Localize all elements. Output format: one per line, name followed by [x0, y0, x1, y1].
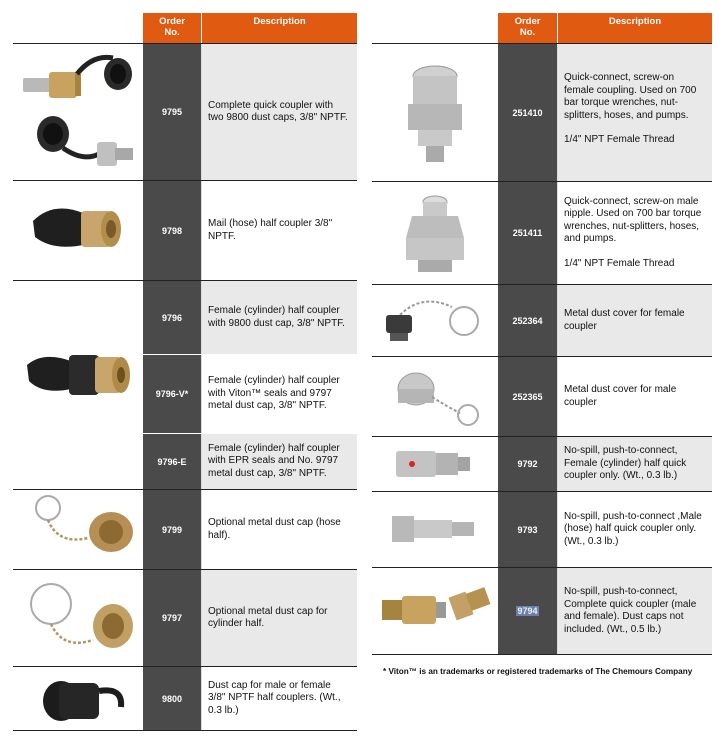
female-coupler-with-cap-image — [13, 281, 143, 489]
description-cell: Optional metal dust cap (hose half). — [202, 490, 357, 569]
sub-row — [143, 355, 357, 434]
footnote: * Viton™ is an trademarks or registered trademarks of The Chemours Company — [383, 667, 693, 676]
table-row — [372, 492, 712, 568]
male-coupler-with-cap-image — [13, 181, 143, 280]
thread-spec: 1/4" NPT Female Thread — [564, 134, 675, 145]
table-row — [13, 181, 357, 281]
push-female-coupler-image — [372, 437, 498, 491]
table-row — [372, 182, 712, 285]
description-cell: Female (cylinder) half coupler with Viton™ seals and 9797 metal dust cap, 3/8" NPTF. — [202, 355, 357, 433]
table-row — [372, 357, 712, 437]
table-row — [372, 44, 712, 182]
metal-dust-cap-chain-image — [13, 490, 143, 569]
description-cell: Dust cap for male or female 3/8" NPTF half couplers. (Wt., 0.3 lb.) — [202, 667, 357, 730]
rubber-dust-cap-image — [13, 667, 143, 730]
order-number: 252365 — [498, 357, 558, 436]
table-header — [372, 13, 712, 43]
description-header: Description — [202, 13, 357, 43]
description-cell: No-spill, push-to-connect ,Male (hose) half quick coupler only. (Wt., 0.3 lb.) — [558, 492, 712, 567]
description-cell: Female (cylinder) half coupler with EPR seals and No. 9797 metal dust cap, 3/8" NPTF. — [202, 434, 357, 489]
thread-spec: 1/4" NPT Female Thread — [564, 257, 675, 269]
description-cell: Metal dust cover for male coupler — [558, 357, 712, 436]
left-product-table — [13, 13, 357, 731]
order-number: 9795 — [143, 44, 202, 180]
order-number: 251410 — [498, 44, 558, 181]
order-number: 9798 — [143, 181, 202, 280]
male-nipple-image — [372, 182, 498, 284]
order-no-header: Order No. — [143, 13, 202, 43]
table-row — [13, 667, 357, 731]
order-number: 9796-E — [143, 434, 202, 489]
table-row — [372, 437, 712, 492]
table-row — [13, 570, 357, 667]
order-number: 251411 — [498, 182, 558, 284]
order-no-header: Order No. — [498, 13, 558, 43]
order-number: 9796-V* — [143, 355, 202, 433]
push-complete-coupler-image — [372, 568, 498, 654]
female-coupling-image — [372, 44, 498, 181]
order-number — [498, 568, 558, 654]
order-number: 9796 — [143, 281, 202, 354]
description-cell: No-spill, push-to-connect, Complete quick coupler (male and female). Dust caps not included. (Wt., 0.5 lb.) — [558, 568, 712, 654]
table-row — [13, 490, 357, 570]
description-cell: Quick-connect, screw-on female coupling. Used on 700 bar torque wrenches, nut-splitters, hoses, and pumps. 1/4" NPT Female Thread — [558, 44, 712, 181]
right-product-table — [372, 13, 712, 655]
description-cell: No-spill, push-to-connect, Female (cylinder) half quick coupler only. (Wt., 0.3 lb.) — [558, 437, 712, 491]
description-cell: Quick-connect, screw-on male nipple. Used on 700 bar torque wrenches, nut-splitters, hoses, and pumps. 1/4" NPT Female Thread — [558, 182, 712, 284]
description-cell: Complete quick coupler with two 9800 dust caps, 3/8" NPTF. — [202, 44, 357, 180]
highlighted-order-number: 9794 — [517, 606, 538, 616]
order-number: 252364 — [498, 285, 558, 356]
sub-row — [143, 434, 357, 489]
order-number: 9793 — [498, 492, 558, 567]
description-header: Description — [558, 13, 712, 43]
description-cell: Female (cylinder) half coupler with 9800 dust cap, 3/8" NPTF. — [202, 281, 357, 354]
order-number: 9792 — [498, 437, 558, 491]
female-dust-cover-image — [372, 285, 498, 356]
metal-dust-cap-ring-image — [13, 570, 143, 666]
male-dust-cover-image — [372, 357, 498, 436]
table-row — [372, 568, 712, 655]
table-row — [13, 44, 357, 181]
description-cell: Metal dust cover for female coupler — [558, 285, 712, 356]
order-number: 9800 — [143, 667, 202, 730]
description-cell: Mail (hose) half coupler 3/8" NPTF. — [202, 181, 357, 280]
push-male-coupler-image — [372, 492, 498, 567]
table-row — [372, 285, 712, 357]
order-number: 9799 — [143, 490, 202, 569]
sub-row — [143, 281, 357, 355]
coupler-pair-with-caps-image — [13, 44, 143, 180]
order-number: 9797 — [143, 570, 202, 666]
table-row-group — [13, 281, 357, 490]
description-cell: Optional metal dust cap for cylinder half. — [202, 570, 357, 666]
table-header — [13, 13, 357, 43]
